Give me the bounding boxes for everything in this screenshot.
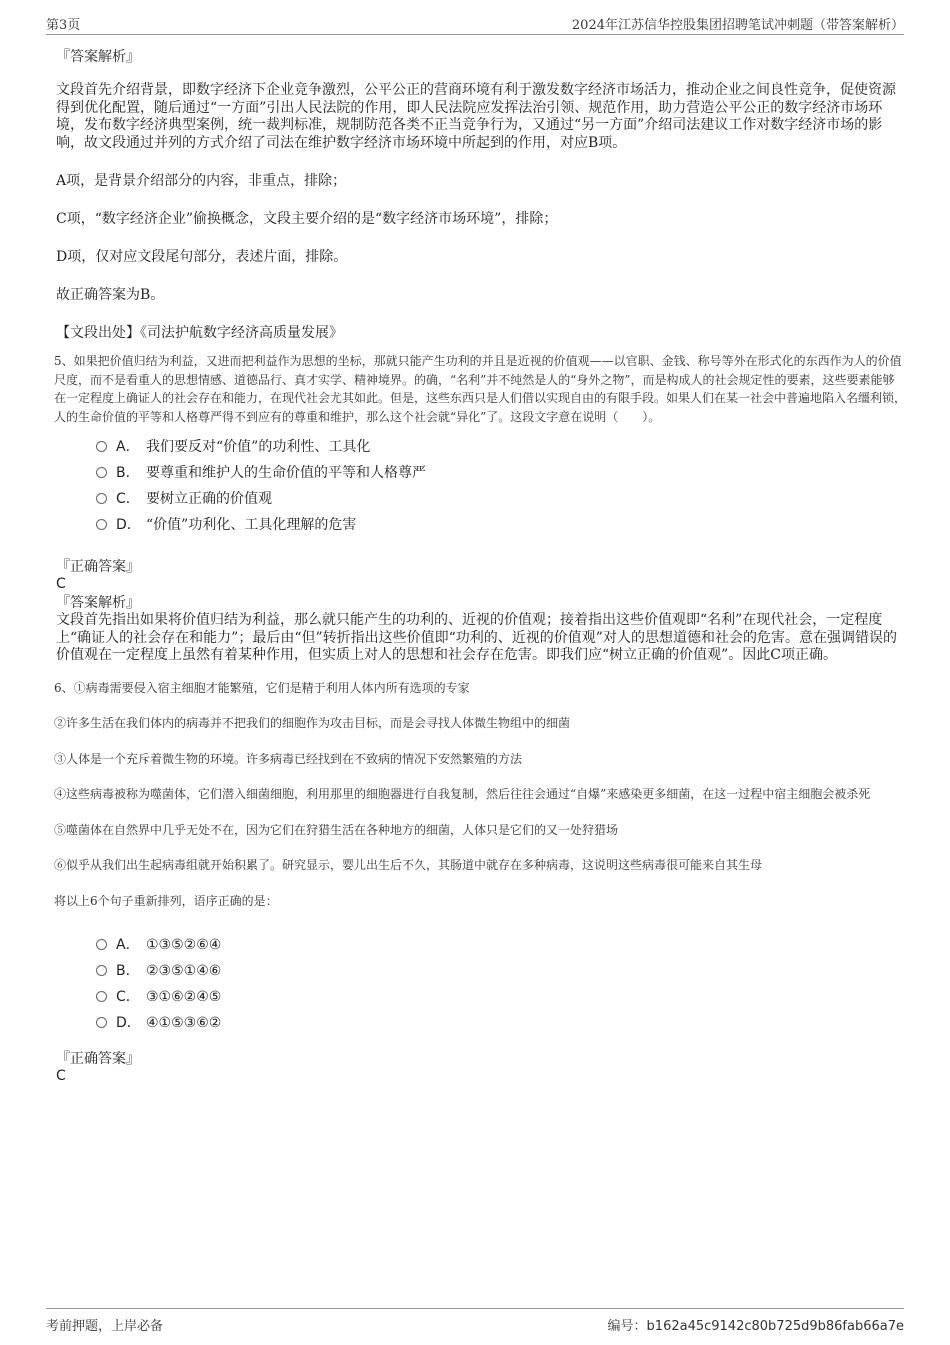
q6-sentence-4: ④这些病毒被称为噬菌体，它们潜入细菌细胞，利用那里的细胞器进行自我复制，然后往往会通过“自爆”来感染更多细菌，在这一过程中宿主细胞会被杀死 [54, 787, 871, 801]
q6-prompt: 将以上6个句子重新排列，语序正确的是： [54, 893, 278, 908]
footer-slogan: 考前押题，上岸必备 [46, 1319, 164, 1334]
q5-answer-title: 『正确答案』 [56, 559, 140, 575]
option-text: ④①⑤③⑥② [146, 1015, 222, 1031]
q5-option-a[interactable] [96, 434, 906, 460]
q6-option-a[interactable] [96, 932, 906, 958]
option-letter: C． [116, 491, 140, 507]
q6-answer-title: 『正确答案』 [56, 1051, 140, 1067]
page-number: 第3页 [46, 18, 81, 33]
page-header [46, 14, 904, 35]
option-text: 我们要反对“价值”的功利性、工具化 [146, 439, 371, 455]
radio-icon[interactable] [96, 467, 107, 478]
radio-icon[interactable] [96, 519, 107, 530]
q5-stem: 5、如果把价值归结为利益，又进而把利益作为思想的坐标，那就只能产生功利的并且是近视的价值观——以官职、金钱、称号等外在形式化的东西作为人的价值尺度，而不是看重人的思想情感、道德品行、真才实学、精神境界。的确，“名利”并不纯然是人的“身外之物”，而是构成人的社会规定性的要素，这些要素能够在一定程度上确证人的社会存在和能力，在现代社会尤其如此。但是，这些东西只是人们借以实现自由的有限手段。如果人们在某一社会中普遍地陷入名缰利锁，人的生命价值的平等和人格尊严得不到应有的尊重和维护，那么这个社会就“异化”了。这段文字意在说明（ ）。 [54, 354, 907, 424]
q6-option-b[interactable] [96, 958, 906, 984]
q5-analysis-text: 文段首先指出如果将价值归结为利益，那么就只能产生的功利的、近视的价值观；接着指出这些价值观即“名利”在现代社会，一定程度上“确证人的社会存在和能力”；最后由“但”转折指出这些价值即“功利的、近视的价值观”对人的思想道德和社会的危害。意在强调错误的价值观在一定程度上虽然有着某种作用，但实质上对人的思想和社会存在危害。即我们应“树立正确的价值观”。因此C项正确。 [56, 612, 897, 663]
q4-note-a: A项，是背景介绍部分的内容，非重点，排除； [56, 173, 347, 189]
q6-options [56, 932, 906, 1036]
page-content [56, 46, 906, 1084]
q4-analysis-text: 文段首先介绍背景，即数字经济下企业竞争激烈，公平公正的营商环境有利于激发数字经济市场活力，推动企业之间良性竞争，促使资源得到优化配置，随后通过“一方面”引出人民法院的作用，即人民法院应发挥法治引领、规范作用，助力营造公平公正的数字经济市场环境，发布数字经济典型案例，统一裁判标准，规制防范各类不正当竞争行为，又通过“另一方面”介绍司法建议工作对数字经济市场的影响，故文段通过并列的方式介绍了司法在维护数字经济市场环境中所起到的作用，对应B项。 [56, 82, 896, 151]
option-text: ①③⑤②⑥④ [146, 937, 222, 953]
radio-icon[interactable] [96, 493, 107, 504]
q6-answer: C [56, 1068, 66, 1084]
q4-source: 【文段出处】《司法护航数字经济高质量发展》 [56, 325, 343, 341]
q4-note-c: C项，“数字经济企业”偷换概念，文段主要介绍的是“数字经济市场环境”，排除； [56, 211, 558, 227]
option-letter: D． [116, 517, 141, 533]
radio-icon[interactable] [96, 1017, 107, 1028]
option-text: ③①⑥②④⑤ [146, 989, 222, 1005]
q6-sentence-2: ②许多生活在我们体内的病毒并不把我们的细胞作为攻击目标，而是会寻找人体微生物组中的细菌 [54, 716, 571, 730]
option-letter: D． [116, 1015, 141, 1031]
q5-options [56, 434, 906, 538]
q4-conclusion: 故正确答案为B。 [56, 287, 165, 303]
q6-stem: 6、①病毒需要侵入宿主细胞才能繁殖，它们是精于利用人体内所有选项的专家 [54, 680, 470, 695]
option-text: 要树立正确的价值观 [146, 491, 272, 507]
q6-sentence-3: ③人体是一个充斥着微生物的环境。许多病毒已经找到在不致病的情况下安然繁殖的方法 [54, 751, 523, 766]
option-letter: B． [116, 465, 140, 481]
option-text: “价值”功利化、工具化理解的危害 [146, 517, 357, 533]
q6-option-d[interactable] [96, 1010, 906, 1036]
radio-icon[interactable] [96, 939, 107, 950]
q6-sentence-6: ⑥似乎从我们出生起病毒组就开始积累了。研究显示，婴儿出生后不久，其肠道中就存在多种病毒，这说明这些病毒很可能来自其生母 [54, 858, 763, 872]
page-footer [46, 1308, 904, 1334]
q5-analysis-title: 『答案解析』 [56, 595, 140, 611]
option-text: ②③⑤①④⑥ [146, 963, 222, 979]
document-title: 2024年江苏信华控股集团招聘笔试冲刺题（带答案解析） [571, 18, 904, 33]
q6-sentence-5: ⑤噬菌体在自然界中几乎无处不在，因为它们在狩猎生活在各种地方的细菌，人体只是它们的又一处狩猎场 [54, 822, 619, 837]
q6-option-c[interactable] [96, 984, 906, 1010]
option-letter: B． [116, 963, 140, 979]
radio-icon[interactable] [96, 441, 107, 452]
q4-note-d: D项，仅对应文段尾句部分，表述片面，排除。 [56, 249, 348, 265]
option-text: 要尊重和维护人的生命价值的平等和人格尊严 [146, 465, 426, 481]
q5-option-c[interactable] [96, 486, 906, 512]
q5-answer: C [56, 576, 66, 592]
radio-icon[interactable] [96, 965, 107, 976]
q4-analysis-title: 『答案解析』 [56, 49, 140, 65]
q5-option-d[interactable] [96, 512, 906, 538]
radio-icon[interactable] [96, 991, 107, 1002]
q5-option-b[interactable] [96, 460, 906, 486]
option-letter: A． [116, 439, 140, 455]
document-code: 编号：b162a45c9142c80b725d9b86fab66a7e [607, 1319, 904, 1334]
option-letter: A． [116, 937, 140, 953]
option-letter: C． [116, 989, 140, 1005]
